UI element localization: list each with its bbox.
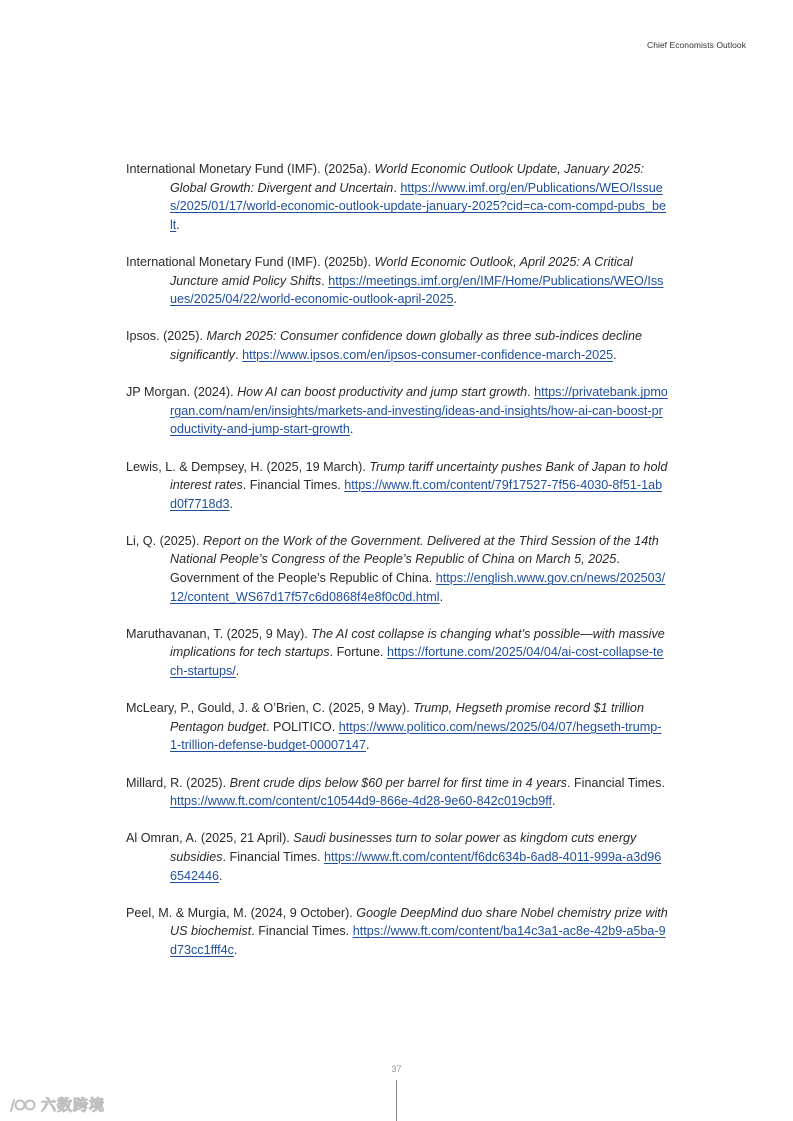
reference-item: International Monetary Fund (IMF). (2025a). World Economic Outlook Update, January 2025: Global Growth: Divergent and Uncertain. https://www.imf.org/en/Publications/WEO/Issues/2025/01/17/world-economic-outlook-update-january-2025?cid=ca-com-compd-pubs_belt. [126,162,666,232]
reference-authors: Peel, M. & Murgia, M. (2024, 9 October). [126,905,357,920]
reference-title: March 2025: Consumer confidence down globally as three sub-indices decline significantly [170,329,642,362]
reference-link[interactable]: https://fortune.com/2025/04/04/ai-cost-collapse-tech-startups/ [170,645,664,679]
reference-item: Al Omran, A. (2025, 21 April). Saudi businesses turn to solar power as kingdom cuts energy subsidies. Financial Times. https://www.ft.com/content/f6dc634b-6ad8-4011-999a-a3d966542446. [126,831,662,883]
reference-authors: Al Omran, A. (2025, 21 April). [126,831,294,846]
reference-source: . [235,347,243,362]
reference-source: . Financial Times. [566,775,665,790]
reference-title: How AI can boost productivity and jump start growth [237,385,528,400]
reference-title: Trump, Hegseth promise record $1 trillion Pentagon budget [170,701,644,734]
reference-link[interactable]: https://english.www.gov.cn/news/202503/12/content_WS67d17f57c6d0868f4e8f0c0d.html [170,571,666,604]
reference-title: The AI cost collapse is changing what’s possible—with massive implications for tech startups [170,626,665,660]
footer-divider [396,1080,397,1121]
reference-title: Report on the Work of the Government. Delivered at the Third Session of the 14th National People’s Congress of the People’s Republic of China on March 5, 2025 [170,533,659,567]
reference-item: Millard, R. (2025). Brent crude dips below $60 per barrel for first time in 4 years. Financial Times. https://www.ft.com/content/c10544d9-866e-4d28-9e60-842c019cb9ff. [126,775,665,809]
reference-authors: Maruthavanan, T. (2025, 9 May). [126,626,312,641]
watermark-text: 六数跨境 [41,1097,106,1114]
reference-source: . Financial Times. [242,478,345,493]
reference-source: . [527,385,535,400]
reference-title: Google DeepMind duo share Nobel chemistry prize with US biochemist [170,905,668,939]
reference-source: . [393,180,401,195]
reference-authors: International Monetary Fund (IMF). (2025b). [126,254,375,269]
reference-item: McLeary, P., Gould, J. & O’Brien, C. (2025, 9 May). Trump, Hegseth promise record $1 trillion Pentagon budget. POLITICO. https://www.politico.com/news/2025/04/07/hegseth-trump-1-trillion-defense-budget-00007147. [126,701,662,753]
reference-authors: Lewis, L. & Dempsey, H. (2025, 19 March). [126,459,370,474]
running-header: Chief Economists Outlook [647,40,746,50]
page-number: 37 [391,1064,402,1074]
reference-list [126,160,668,978]
reference-item: Ipsos. (2025). March 2025: Consumer confidence down globally as three sub-indices decline significantly. https://www.ipsos.com/en/ipsos-consumer-confidence-march-2025. [126,329,642,362]
reference-source: . Financial Times. [222,849,324,864]
reference-link[interactable]: https://privatebank.jpmorgan.com/nam/en/insights/markets-and-investing/ideas-and-insights/how-ai-can-boost-productivity-and-jump-start-growth [170,385,668,437]
reference-title: Saudi businesses turn to solar power as kingdom cuts energy subsidies [170,831,637,864]
watermark [8,1094,105,1115]
reference-source: . Government of the People’s Republic of China. [170,552,620,586]
reference-authors: JP Morgan. (2024). [126,385,238,400]
reference-item: Maruthavanan, T. (2025, 9 May). The AI cost collapse is changing what’s possible—with massive implications for tech startups. Fortune. https://fortune.com/2025/04/04/ai-cost-collapse-tech-startups/. [126,626,665,679]
reference-link[interactable]: https://meetings.imf.org/en/IMF/Home/Publications/WEO/Issues/2025/04/22/world-economic-outlook-april-2025 [170,273,664,307]
reference-link[interactable]: https://www.ft.com/content/ba14c3a1-ac8e-42b9-a5ba-9d73cc1fff4c [170,924,666,957]
reference-item: Lewis, L. & Dempsey, H. (2025, 19 March). Trump tariff uncertainty pushes Bank of Japan to hold interest rates. Financial Times. https://www.ft.com/content/79f17527-7f56-4030-8f51-1abd0f7718d3. [126,459,668,511]
reference-item: JP Morgan. (2024). How AI can boost productivity and jump start growth. https://privatebank.jpmorgan.com/nam/en/insights/markets-and-investing/ideas-and-insights/how-ai-can-boost-productivity-and-jump-start-growth. [126,385,668,437]
reference-link[interactable]: https://www.ft.com/content/79f17527-7f56-4030-8f51-1abd0f7718d3 [170,478,663,511]
reference-link[interactable]: https://www.ft.com/content/c10544d9-866e-4d28-9e60-842c019cb9ff [170,794,553,809]
reference-authors: Ipsos. (2025). [126,329,207,344]
reference-authors: Millard, R. (2025). [126,775,230,790]
reference-authors: Li, Q. (2025). [126,533,203,548]
reference-title: World Economic Outlook, April 2025: A Critical Juncture amid Policy Shifts [170,254,633,288]
reference-title: Trump tariff uncertainty pushes Bank of Japan to hold interest rates [170,459,668,493]
reference-item: Peel, M. & Murgia, M. (2024, 9 October). Google DeepMind duo share Nobel chemistry prize with US biochemist. Financial Times. https://www.ft.com/content/ba14c3a1-ac8e-42b9-a5ba-9d73cc1fff4c. [126,905,668,957]
reference-source: . Financial Times. [251,924,353,939]
brand-logo-icon [8,1095,38,1115]
reference-item: International Monetary Fund (IMF). (2025b). World Economic Outlook, April 2025: A Critical Juncture amid Policy Shifts. https://meetings.imf.org/en/IMF/Home/Publications/WEO/Issues/2025/04/22/world-economic-outlook-april-2025. [126,254,664,307]
reference-link[interactable]: https://www.ft.com/content/f6dc634b-6ad8-4011-999a-a3d966542446 [170,849,662,883]
reference-authors: McLeary, P., Gould, J. & O’Brien, C. (2025, 9 May). [126,701,414,716]
reference-title: World Economic Outlook Update, January 2025: Global Growth: Divergent and Uncertain [170,162,645,195]
reference-title: Brent crude dips below $60 per barrel for first time in 4 years [229,775,567,790]
reference-link[interactable]: https://www.imf.org/en/Publications/WEO/Issues/2025/01/17/world-economic-outlook-update-january-2025?cid=ca-com-compd-pubs_belt [170,180,666,232]
reference-source: . POLITICO. [265,719,339,734]
reference-source: . Fortune. [329,645,387,660]
reference-item: Li, Q. (2025). Report on the Work of the Government. Delivered at the Third Session of the 14th National People’s Congress of the People’s Republic of China on March 5, 2025. Government of the People’s Republic of China. https://english.www.gov.cn/news/202503/12/content_WS67d17f57c6d0868f4e8f0c0d.html. [126,533,666,604]
reference-authors: International Monetary Fund (IMF). (2025a). [126,162,375,176]
reference-source: . [321,273,329,288]
reference-link[interactable]: https://www.ipsos.com/en/ipsos-consumer-confidence-march-2025 [242,347,614,362]
reference-link[interactable]: https://www.politico.com/news/2025/04/07/hegseth-trump-1-trillion-defense-budget-00007147 [170,719,662,753]
